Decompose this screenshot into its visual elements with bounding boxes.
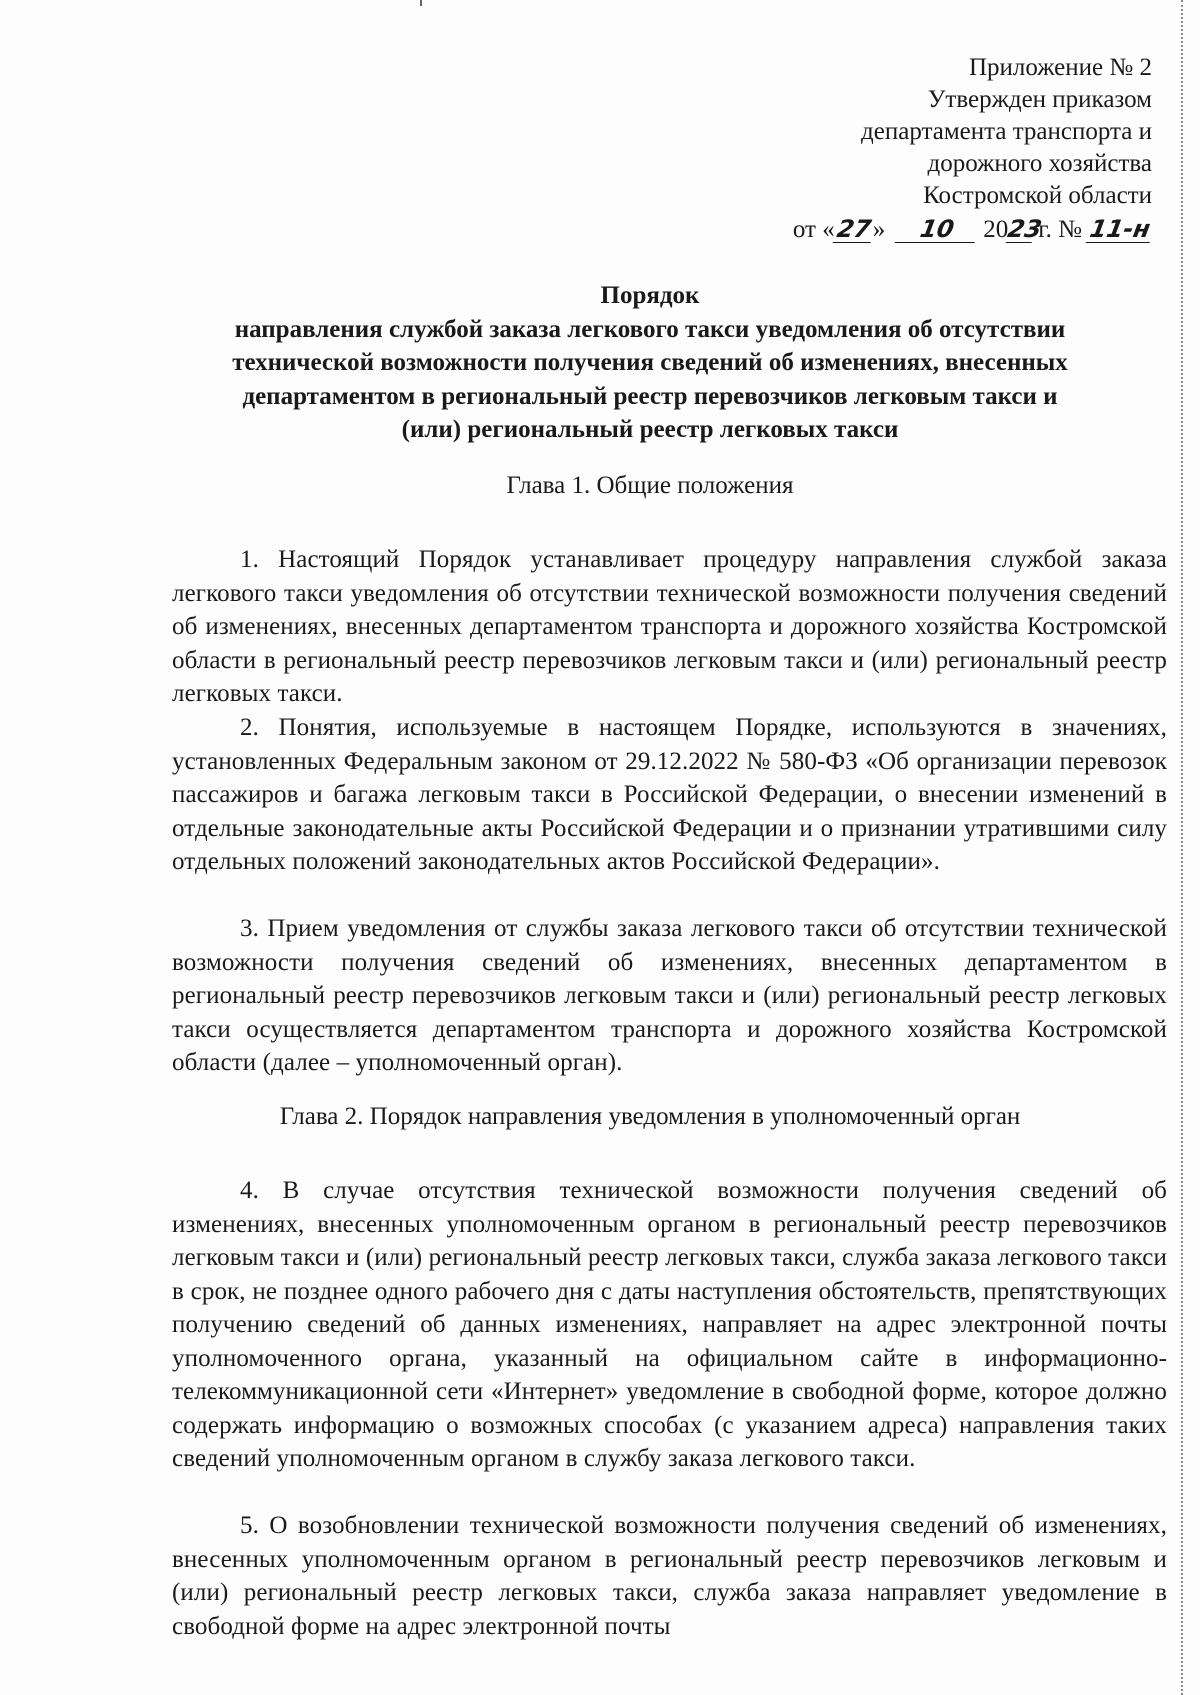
title-line-4: (или) региональный реестр легковых такси [401, 416, 899, 443]
document-title [120, 279, 1180, 447]
date-quote-close: » [872, 216, 886, 243]
paragraph-3: 3. Прием уведомления от службы заказа легкового такси об отсутствии технической возможности получения сведений об изменениях, внесенных департаментом в региональный реестр перевозчиков легковым такси и (или) региональный реестр легковых такси осуществляется департаментом транспорта и дорожного хозяйства Костромской области (далее – уполномоченный орган). [172, 915, 1167, 1076]
handwritten-year: 23 [1005, 215, 1045, 243]
paragraph-4: 4. В случае отсутствия технической возможности получения сведений об изменениях, внесенных уполномоченным органом в региональный реестр перевозчиков легковым такси и (или) региональный реестр легковых такси, служба заказа легкового такси в срок, не позднее одного рабочего дня с даты наступления обстоятельств, препятствующих получению сведений об данных изменениях, направляет на адрес электронной почты уполномоченного органа, указанный на официальном сайте в информационно-телекоммуникационной сети «Интернет» уведомление в свободной форме, которое должно содержать информацию о возможных способах (с указанием адреса) направления таких сведений уполномоченным органом в службу заказа легкового такси. [172, 1177, 1167, 1472]
approval-line: Утвержден приказом [927, 86, 1152, 113]
title-line-3: департаментом в региональный реестр перевозчиков легковым такси и [242, 382, 1058, 410]
handwritten-order-number: 11-н [1086, 216, 1155, 243]
order-date-line [712, 214, 1152, 246]
handwritten-month: 10 [895, 216, 980, 243]
approval-header [712, 52, 1152, 246]
handwritten-day: 27 [832, 216, 875, 243]
number-label: г. № [1038, 216, 1082, 243]
year-prefix: 20 [983, 216, 1009, 243]
title-line-1: направления службой заказа легкового такси уведомления об отсутствии [234, 315, 1066, 343]
region-line: Костромской области [923, 182, 1152, 209]
department-line-2: дорожного хозяйства [927, 150, 1152, 177]
chapter-1-heading: Глава 1. Общие положения [506, 472, 794, 499]
scan-edge-perforation [1181, 0, 1183, 1695]
title-heading: Порядок [600, 282, 700, 309]
date-prefix: от « [792, 216, 835, 243]
scan-artifact-mark [420, 0, 422, 6]
chapter-2-heading: Глава 2. Порядок направления уведомления в уполномоченный орган [279, 1103, 1021, 1130]
paragraph-1: 1. Настоящий Порядок устанавливает процедуру направления службой заказа легкового такси уведомления об отсутствии технической возможности получения сведений об изменениях, внесенных департаментом транспорта и дорожного хозяйства Костромской области в региональный реестр перевозчиков легковым такси и (или) региональный реестр легковых такси. [172, 546, 1167, 707]
department-line-1: департамента транспорта и [861, 118, 1152, 145]
title-line-2: технической возможности получения сведений об изменениях, внесенных [232, 349, 1068, 376]
paragraph-2: 2. Понятия, используемые в настоящем Порядке, используются в значениях, установленных Федеральным законом от 29.12.2022 № 580-ФЗ «Об организации перевозок пассажиров и багажа легковым такси в Российской Федерации, о внесении изменений в отдельные законодательные акты Российской Федерации и о признании утратившими силу отдельных положений законодательных актов Российской Федерации». [172, 714, 1167, 875]
paragraph-5: 5. О возобновлении технической возможности получения сведений об изменениях, внесенных уполномоченным органом в региональный реестр перевозчиков легковым и (или) региональный реестр легковых такси, служба заказа направляет уведомление в свободной форме на адрес электронной почты [172, 1512, 1167, 1640]
appendix-number: Приложение № 2 [968, 54, 1152, 81]
